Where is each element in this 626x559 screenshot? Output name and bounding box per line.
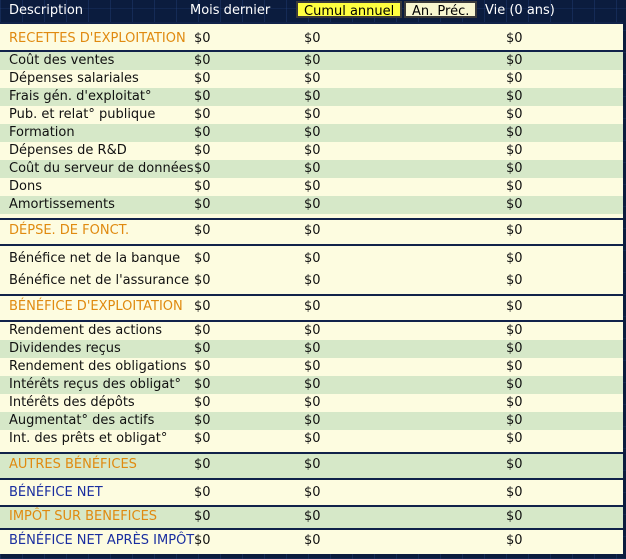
value-ytd: $0	[304, 161, 321, 176]
table-row	[0, 340, 623, 358]
value-life: $0	[506, 197, 523, 212]
value-last-month: $0	[194, 323, 211, 338]
value-life: $0	[506, 431, 523, 446]
value-life: $0	[506, 485, 523, 500]
table-row	[0, 430, 623, 448]
row-label: Coût du serveur de données	[9, 161, 194, 176]
value-life: $0	[506, 53, 523, 68]
value-last-month: $0	[194, 89, 211, 104]
tab-year-to-date[interactable]: Cumul annuel	[296, 1, 402, 18]
row-label: Int. des prêts et obligat°	[9, 431, 168, 446]
table-row	[0, 52, 623, 70]
header-last-month[interactable]: Mois dernier	[190, 3, 271, 18]
value-life: $0	[506, 179, 523, 194]
other-profits-block	[0, 452, 623, 480]
table-row	[0, 454, 623, 478]
table-row	[0, 376, 623, 394]
value-last-month: $0	[194, 377, 211, 392]
value-last-month: $0	[194, 533, 211, 548]
value-ytd: $0	[304, 125, 321, 140]
value-ytd: $0	[304, 143, 321, 158]
header-description: Description	[9, 3, 84, 18]
value-last-month: $0	[194, 509, 211, 524]
table-row	[0, 222, 623, 242]
value-ytd: $0	[304, 533, 321, 548]
net-after-tax-block	[0, 528, 623, 554]
table-row	[0, 481, 623, 505]
row-label: Pub. et relat° publique	[9, 107, 156, 122]
row-label: Rendement des actions	[9, 323, 163, 338]
value-last-month: $0	[194, 485, 211, 500]
expenses-block	[0, 22, 623, 220]
value-life: $0	[506, 273, 523, 288]
header-life[interactable]: Vie (0 ans)	[485, 3, 555, 18]
value-life: $0	[506, 533, 523, 548]
value-ytd: $0	[304, 53, 321, 68]
table-row	[0, 160, 623, 178]
value-ytd: $0	[304, 457, 321, 472]
value-life: $0	[506, 377, 523, 392]
value-ytd: $0	[304, 89, 321, 104]
value-last-month: $0	[194, 359, 211, 374]
value-last-month: $0	[194, 71, 211, 86]
table-row	[0, 507, 623, 528]
subsidiaries-block	[0, 244, 623, 294]
table-row	[0, 322, 623, 340]
table-row	[0, 248, 623, 270]
value-life: $0	[506, 107, 523, 122]
row-label: Bénéfice net de la banque	[9, 251, 181, 266]
value-ytd: $0	[304, 359, 321, 374]
value-life: $0	[506, 323, 523, 338]
row-label: Bénéfice net de l'assurance	[9, 273, 190, 288]
row-label: Dividendes reçus	[9, 341, 121, 356]
row-label: Dépenses salariales	[9, 71, 139, 86]
value-life: $0	[506, 395, 523, 410]
value-ytd: $0	[304, 509, 321, 524]
row-label: RECETTES D'EXPLOITATION	[9, 31, 186, 46]
value-last-month: $0	[194, 197, 211, 212]
value-ytd: $0	[304, 197, 321, 212]
value-life: $0	[506, 457, 523, 472]
value-ytd: $0	[304, 107, 321, 122]
table-row	[0, 70, 623, 88]
value-life: $0	[506, 31, 523, 46]
table-row	[0, 394, 623, 412]
value-life: $0	[506, 223, 523, 238]
value-ytd: $0	[304, 273, 321, 288]
table-row	[0, 196, 623, 214]
value-last-month: $0	[194, 53, 211, 68]
value-ytd: $0	[304, 413, 321, 428]
value-last-month: $0	[194, 251, 211, 266]
value-ytd: $0	[304, 341, 321, 356]
table-row	[0, 88, 623, 106]
value-last-month: $0	[194, 107, 211, 122]
value-life: $0	[506, 161, 523, 176]
table-row	[0, 358, 623, 376]
value-last-month: $0	[194, 223, 211, 238]
row-label: IMPÔT SUR BENEFICES	[9, 509, 158, 524]
row-label: Intérêts reçus des obligat°	[9, 377, 181, 392]
value-ytd: $0	[304, 71, 321, 86]
table-row	[0, 412, 623, 430]
income-tax-block	[0, 505, 623, 530]
value-ytd: $0	[304, 485, 321, 500]
value-last-month: $0	[194, 143, 211, 158]
value-life: $0	[506, 341, 523, 356]
value-last-month: $0	[194, 457, 211, 472]
table-row	[0, 296, 623, 320]
value-last-month: $0	[194, 413, 211, 428]
value-last-month: $0	[194, 179, 211, 194]
value-ytd: $0	[304, 431, 321, 446]
value-ytd: $0	[304, 377, 321, 392]
value-life: $0	[506, 413, 523, 428]
row-label: BÉNÉFICE D'EXPLOITATION	[9, 299, 183, 314]
value-life: $0	[506, 299, 523, 314]
value-last-month: $0	[194, 395, 211, 410]
row-label: BÉNÉFICE NET	[9, 485, 103, 500]
value-life: $0	[506, 125, 523, 140]
value-last-month: $0	[194, 431, 211, 446]
value-ytd: $0	[304, 299, 321, 314]
value-last-month: $0	[194, 299, 211, 314]
table-row	[0, 106, 623, 124]
row-label: Dépenses de R&D	[9, 143, 127, 158]
row-label: Frais gén. d'exploitat°	[9, 89, 152, 104]
value-ytd: $0	[304, 31, 321, 46]
row-label: AUTRES BÉNÉFICES	[9, 457, 137, 472]
value-life: $0	[506, 89, 523, 104]
row-label: Augmentat° des actifs	[9, 413, 155, 428]
table-row	[0, 28, 623, 50]
operating-expenses-block	[0, 218, 623, 244]
row-label: Amortissements	[9, 197, 115, 212]
row-label: Coût des ventes	[9, 53, 115, 68]
value-life: $0	[506, 143, 523, 158]
row-label: DÉPSE. DE FONCT.	[9, 223, 130, 238]
table-row	[0, 270, 623, 292]
value-ytd: $0	[304, 251, 321, 266]
net-profit-block	[0, 478, 623, 507]
other-income-block	[0, 294, 623, 454]
table-row	[0, 530, 623, 552]
row-label: Intérêts des dépôts	[9, 395, 135, 410]
value-ytd: $0	[304, 323, 321, 338]
value-last-month: $0	[194, 273, 211, 288]
value-ytd: $0	[304, 395, 321, 410]
column-header	[0, 0, 626, 22]
row-label: Rendement des obligations	[9, 359, 187, 374]
row-label: Formation	[9, 125, 75, 140]
value-life: $0	[506, 71, 523, 86]
value-last-month: $0	[194, 31, 211, 46]
value-last-month: $0	[194, 125, 211, 140]
table-row	[0, 142, 623, 160]
value-life: $0	[506, 509, 523, 524]
value-ytd: $0	[304, 223, 321, 238]
value-last-month: $0	[194, 341, 211, 356]
row-label: Dons	[9, 179, 42, 194]
value-life: $0	[506, 359, 523, 374]
table-row	[0, 124, 623, 142]
tab-previous-year[interactable]: An. Préc.	[404, 1, 477, 18]
table-row	[0, 178, 623, 196]
row-label: BÉNÉFICE NET APRÈS IMPÔT	[9, 533, 195, 548]
value-ytd: $0	[304, 179, 321, 194]
value-life: $0	[506, 251, 523, 266]
value-last-month: $0	[194, 161, 211, 176]
